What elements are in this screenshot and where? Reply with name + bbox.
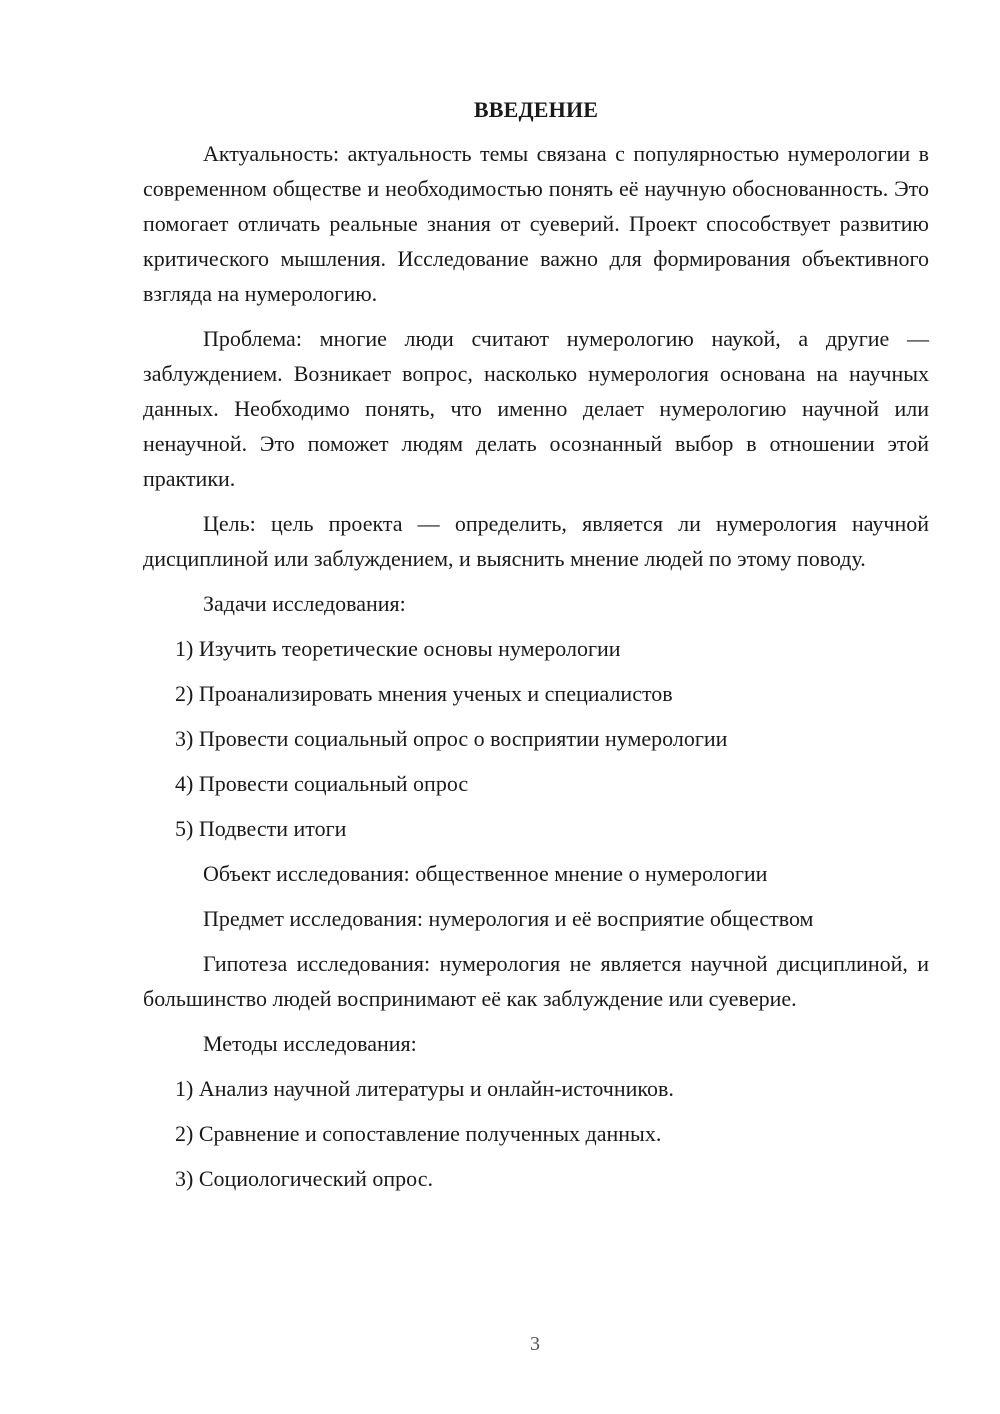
page-number: 3 — [530, 1333, 540, 1355]
task-item: 1) Изучить теоретические основы нумерологии — [175, 636, 621, 661]
method-item: 1) Анализ научной литературы и онлайн-источников. — [175, 1076, 674, 1101]
method-item: 3) Социологический опрос. — [175, 1166, 433, 1191]
hypothesis-paragraph: Гипотеза исследования: нумерология не является научной дисциплиной, и большинство людей воспринимают её как заблуждение или суеверие. — [143, 951, 929, 1011]
task-item: 4) Провести социальный опрос — [175, 771, 469, 796]
methods-heading: Методы исследования: — [203, 1031, 417, 1056]
object-line: Объект исследования: общественное мнение о нумерологии — [203, 861, 768, 886]
relevance-paragraph: Актуальность: актуальность темы связана с популярностью нумерологии в современном обществе и необходимостью понять её научную обоснованность. Это помогает отличать реальные знания от суеверий. Проект способствует развитию критического мышления. Исследование важно для формирования объективного взгляда на нумерологию. — [143, 141, 929, 306]
goal-paragraph: Цель: цель проекта — определить, является ли нумерология научной дисциплиной или заблуждением, и выяснить мнение людей по этому поводу. — [143, 511, 929, 571]
section-title: ВВЕДЕНИЕ — [473, 97, 599, 122]
task-item: 5) Подвести итоги — [175, 816, 347, 841]
subject-line: Предмет исследования: нумерология и её восприятие обществом — [203, 906, 814, 931]
task-item: 2) Проанализировать мнения ученых и специалистов — [175, 681, 673, 706]
problem-paragraph: Проблема: многие люди считают нумерологию наукой, а другие — заблуждением. Возникает вопрос, насколько нумерология основана на научных данных. Необходимо понять, что именно делает нумерологию научной или ненаучной. Это поможет людям делать осознанный выбор в отношении этой практики. — [143, 326, 929, 491]
method-item: 2) Сравнение и сопоставление полученных данных. — [175, 1121, 662, 1146]
tasks-heading: Задачи исследования: — [203, 591, 406, 616]
tasks-list — [143, 631, 929, 846]
page-content — [143, 92, 929, 1206]
methods-list — [143, 1071, 929, 1196]
task-item: 3) Провести социальный опрос о восприятии нумерологии — [175, 726, 728, 751]
